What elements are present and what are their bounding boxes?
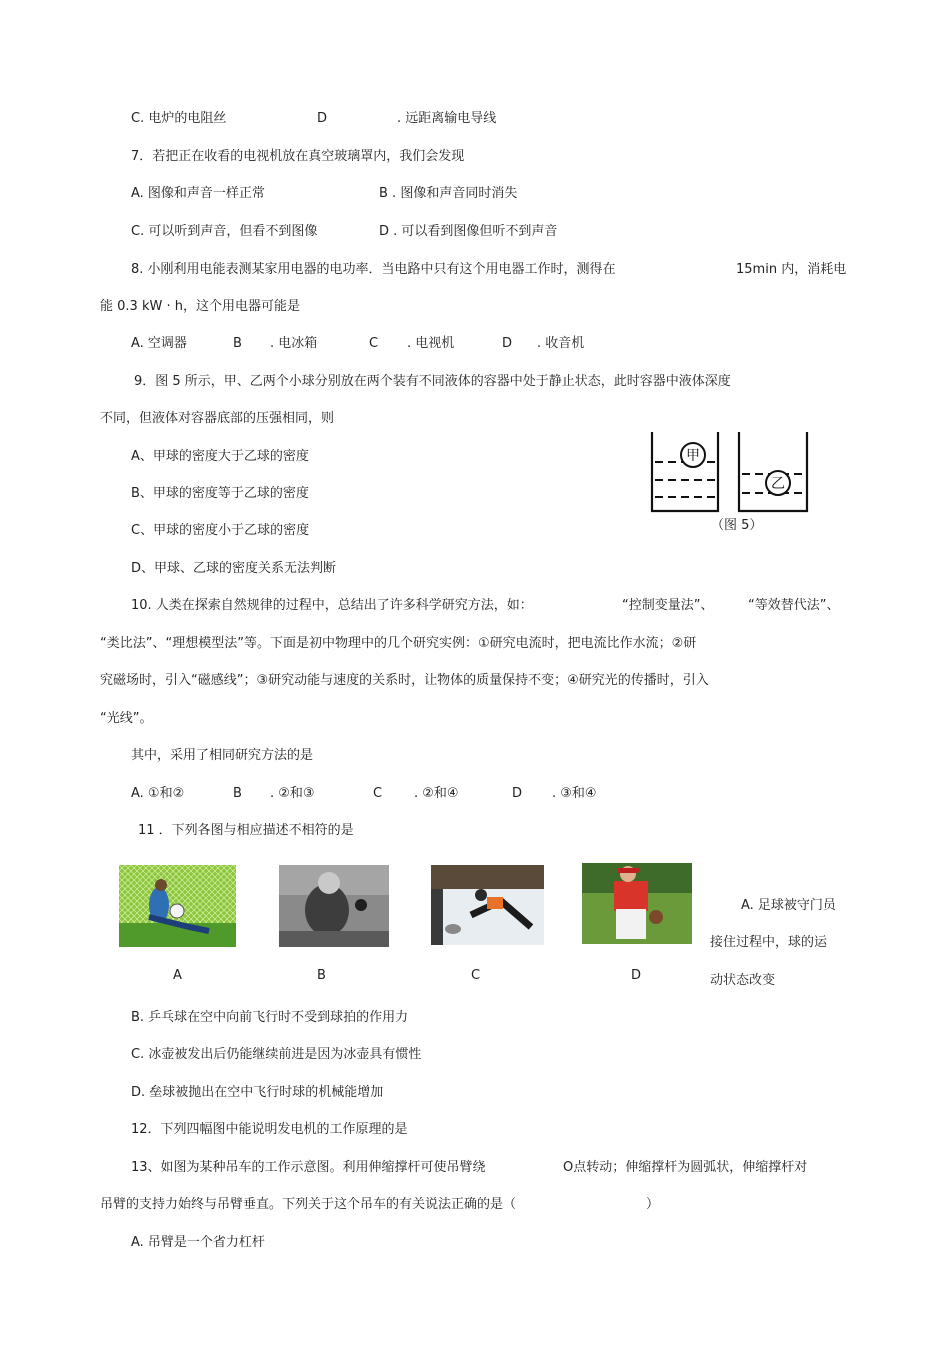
q9-option-d: D、甲球、乙球的密度关系无法判断	[131, 561, 337, 576]
ball-jia-label: 甲	[686, 448, 700, 464]
q7-option-a: A. 图像和声音一样正常	[131, 186, 265, 201]
q8-option-c-letter: C	[369, 336, 379, 351]
q8-option-d-text: . 收音机	[537, 336, 585, 351]
q11-option-d: D. 垒球被抛出在空中飞行时球的机械能增加	[131, 1085, 384, 1100]
q12-stem: 12．下列四幅图中能说明发电机的工作原理的是	[131, 1122, 408, 1137]
photo-goalkeeper	[119, 865, 236, 947]
q9-option-c: C、甲球的密度小于乙球的密度	[131, 523, 310, 538]
photo-label-c: C	[471, 968, 481, 983]
q10-option-c-text: . ②和④	[414, 786, 459, 801]
q11-option-a-line2: 接住过程中，球的运	[710, 935, 828, 950]
photo-label-a: A	[173, 968, 182, 983]
q11-stem: 11 ．下列各图与相应描述不相符的是	[138, 823, 354, 838]
q10-option-a: A. ①和②	[131, 786, 185, 801]
q8-option-b-text: . 电冰箱	[270, 336, 318, 351]
q9-stem-line1: 9．图 5 所示，甲、乙两个小球分别放在两个装有不同液体的容器中处于静止状态，此时容器中液体深度	[134, 374, 731, 389]
q9-option-b: B、甲球的密度等于乙球的密度	[131, 486, 309, 501]
container-left	[652, 432, 718, 511]
q7-option-d: D . 可以看到图像但听不到声音	[379, 224, 558, 239]
photo-baseball	[582, 863, 692, 944]
q10-subquestion: 其中，采用了相同研究方法的是	[131, 748, 314, 763]
q10-stem-part3: “等效替代法”、	[748, 598, 840, 613]
q13-option-a: A. 吊臂是一个省力杠杆	[131, 1235, 265, 1250]
q10-option-d-text: . ③和④	[552, 786, 597, 801]
q8-stem-part1: 8. 小刚利用电能表测某家用电器的电功率．当电路中只有这个用电器工作时，测得在	[131, 262, 616, 277]
figure-5-containers	[645, 428, 815, 518]
q13-stem-part2: O点转动；伸缩撑杆为圆弧状，伸缩撑杆对	[563, 1160, 808, 1175]
container-left-liquid	[655, 462, 715, 497]
q10-option-c-letter: C	[373, 786, 383, 801]
ball-yi-label: 乙	[771, 476, 785, 492]
photo-curling	[431, 865, 544, 945]
q8-option-d-letter: D	[502, 336, 513, 351]
q6-option-c: C. 电炉的电阻丝	[131, 111, 227, 126]
q10-stem-line2: “类比法”、“理想模型法”等。下面是初中物理中的几个研究实例：①研究电流时，把电流比作水流；②研	[100, 636, 697, 651]
q10-stem-line4: “光线”。	[100, 711, 153, 726]
photo-label-d: D	[631, 968, 642, 983]
photo-table-tennis	[279, 865, 389, 947]
q6-option-d-letter: D	[317, 111, 328, 126]
q13-stem-line2-close: ）	[646, 1197, 660, 1212]
q8-stem-part2: 15min 内，消耗电	[736, 262, 847, 277]
q8-option-b-letter: B	[233, 336, 242, 351]
q13-stem-line2: 吊臂的支持力始终与吊臂垂直。下列关于这个吊车的有关说法正确的是（	[100, 1197, 517, 1212]
q6-option-d-text: . 远距离输电导线	[397, 111, 497, 126]
q10-stem-part2: “控制变量法”、	[622, 598, 714, 613]
q7-stem: 7．若把正在收看的电视机放在真空玻璃罩内，我们会发现	[131, 149, 465, 164]
photo-label-b: B	[317, 968, 326, 983]
q10-option-d-letter: D	[512, 786, 523, 801]
q7-option-c: C. 可以听到声音，但看不到图像	[131, 224, 318, 239]
q8-option-a: A. 空调器	[131, 336, 187, 351]
q7-option-b: B . 图像和声音同时消失	[379, 186, 518, 201]
q11-option-a-line3: 动状态改变	[710, 973, 776, 988]
q10-option-b-text: . ②和③	[270, 786, 315, 801]
q11-option-a-line1: A. 足球被守门员	[741, 898, 836, 913]
q8-option-c-text: . 电视机	[407, 336, 455, 351]
q10-option-b-letter: B	[233, 786, 242, 801]
figure-5-caption: （图 5）	[711, 518, 763, 533]
q11-option-b: B. 乒乓球在空中向前飞行时不受到球拍的作用力	[131, 1010, 409, 1025]
q8-stem-line2: 能 0.3 kW · h，这个用电器可能是	[100, 299, 300, 314]
q10-stem-line3: 究磁场时，引入“磁感线”；③研究动能与速度的关系时，让物体的质量保持不变；④研究光的传播时，引入	[100, 673, 709, 688]
q13-stem-part1: 13、如图为某种吊车的工作示意图。利用伸缩撑杆可使吊臂绕	[131, 1160, 486, 1175]
q9-stem-line2: 不同，但液体对容器底部的压强相同，则	[100, 411, 335, 426]
q9-option-a: A、甲球的密度大于乙球的密度	[131, 449, 309, 464]
q11-option-c: C. 冰壶被发出后仍能继续前进是因为冰壶具有惯性	[131, 1047, 422, 1062]
q10-stem-part1: 10. 人类在探索自然规律的过程中，总结出了许多科学研究方法，如：	[131, 598, 533, 613]
